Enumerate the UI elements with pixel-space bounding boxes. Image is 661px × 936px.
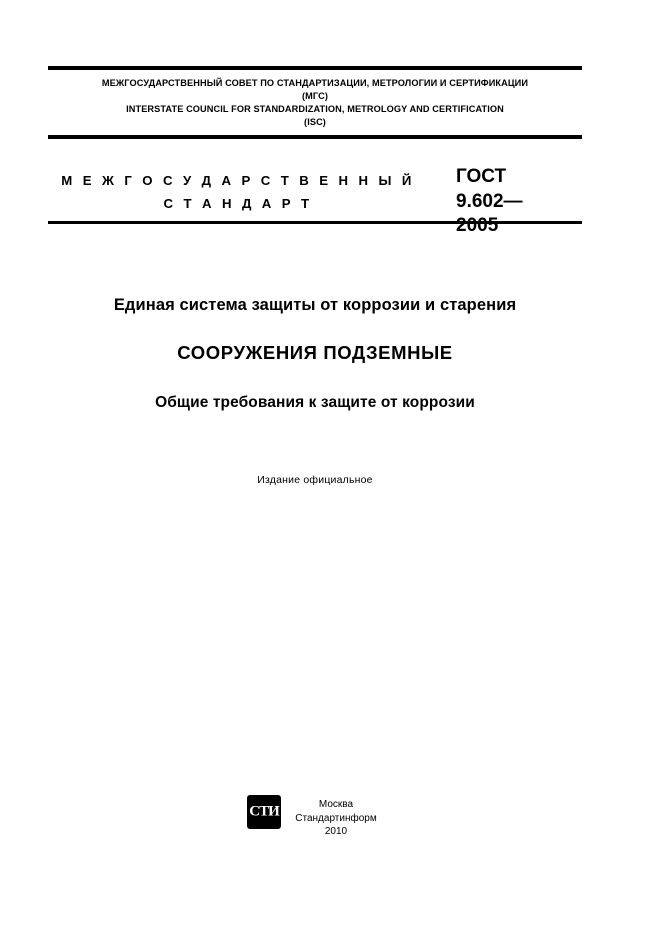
designation-number: 9.602— bbox=[456, 190, 523, 212]
title-block bbox=[48, 296, 582, 412]
council-line-en-abbr: (ISC) bbox=[304, 117, 326, 128]
council-line-ru-abbr: (МГС) bbox=[302, 91, 328, 102]
council-line-en: INTERSTATE COUNCIL FOR STANDARDIZATION, METROLOGY AND CERTIFICATION bbox=[126, 104, 504, 115]
publisher-block bbox=[48, 795, 582, 839]
standard-row bbox=[48, 139, 582, 236]
standartinform-logo-icon bbox=[247, 795, 281, 829]
council-header bbox=[48, 70, 582, 135]
designation-gost: ГОСТ bbox=[456, 166, 507, 188]
council-line-ru: МЕЖГОСУДАРСТВЕННЫЙ СОВЕТ ПО СТАНДАРТИЗАЦИИ, МЕТРОЛОГИИ И СЕРТИФИКАЦИИ bbox=[101, 78, 529, 88]
standard-designation bbox=[442, 165, 582, 238]
standard-type-line2: С Т А Н Д А Р Т bbox=[163, 196, 313, 212]
standard-type bbox=[48, 165, 428, 215]
publisher-text bbox=[289, 795, 383, 839]
page-content bbox=[48, 0, 582, 936]
logo-glyph: СТИ bbox=[249, 803, 279, 820]
title-system: Единая система защиты от коррозии и старения bbox=[113, 296, 517, 315]
publisher-name: Стандартинформ bbox=[295, 812, 377, 824]
designation-year: 2005 bbox=[456, 214, 499, 236]
title-subject: Общие требования к защите от коррозии bbox=[155, 394, 475, 412]
publisher-city: Москва bbox=[318, 799, 354, 810]
title-object: СООРУЖЕНИЯ ПОДЗЕМНЫЕ bbox=[177, 342, 453, 364]
publisher-year: 2010 bbox=[324, 826, 348, 837]
edition-note: Издание официальное bbox=[257, 474, 373, 487]
standard-type-line1: М Е Ж Г О С У Д А Р С Т В Е Н Н Ы Й bbox=[61, 173, 415, 189]
